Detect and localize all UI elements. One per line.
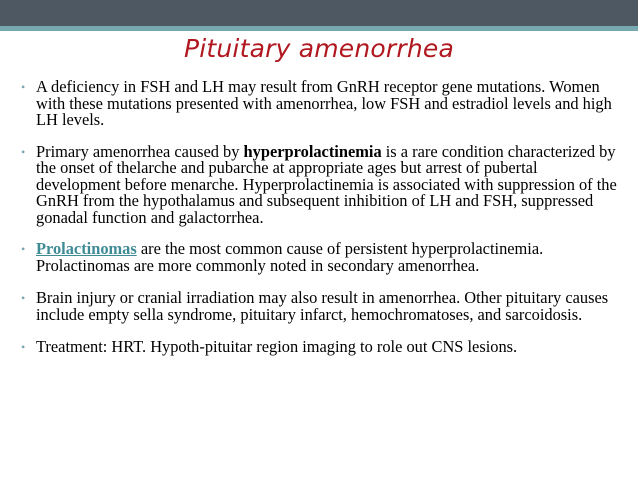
bullet-item [21,79,625,129]
bullet-bold-term: hyperprolactinemia [243,141,382,161]
header-bar [0,0,638,26]
bullet-item [21,339,625,356]
bullet-text-rest: is a rare condition characterized by the onset of thelarche and pubarche at appropriate ages but arrest of pubertal development before menarche. Hyperprolactinemia is associated with suppression of the GnRH from the hypothalamus and subsequent inhibition of LH and FSH, suppressed gonadal function and galactorrhea. [36,141,617,227]
bullet-dot-icon: • [21,291,26,305]
header-accent-stripe [0,26,638,31]
bullet-text: Brain injury or cranial irradiation may also result in amenorrhea. Other pituitary causes include empty sella syndrome, pituitary infarct, hemochromatoses, and sarcoidosis. [36,288,609,324]
bullet-text-lead: Primary amenorrhea caused by [36,141,244,161]
bullet-dot-icon: • [21,144,26,159]
bullet-text: A deficiency in FSH and LH may result from GnRH receptor gene mutations. Women with these mutations presented with amenorrhea, low FSH and estradiol levels and high LH levels. [36,77,612,129]
bullet-dot-icon: • [21,340,26,354]
bullet-text: Treatment: HRT. Hypoth-pituitar region imaging to role out CNS lesions. [36,337,518,356]
bullet-item [21,241,625,274]
bullet-item [21,141,625,227]
prolactinomas-link[interactable]: Prolactinomas [36,239,137,258]
bullet-text-rest: are the most common cause of persistent hyperprolactinemia. Prolactinomas are more commonly noted in secondary amenorrhea. [36,239,544,275]
bullet-list [21,79,625,356]
bullet-dot-icon: • [21,80,26,94]
bullet-dot-icon: • [21,242,26,256]
bullet-item [21,290,625,323]
slide-title: Pituitary amenorrhea [183,34,455,63]
